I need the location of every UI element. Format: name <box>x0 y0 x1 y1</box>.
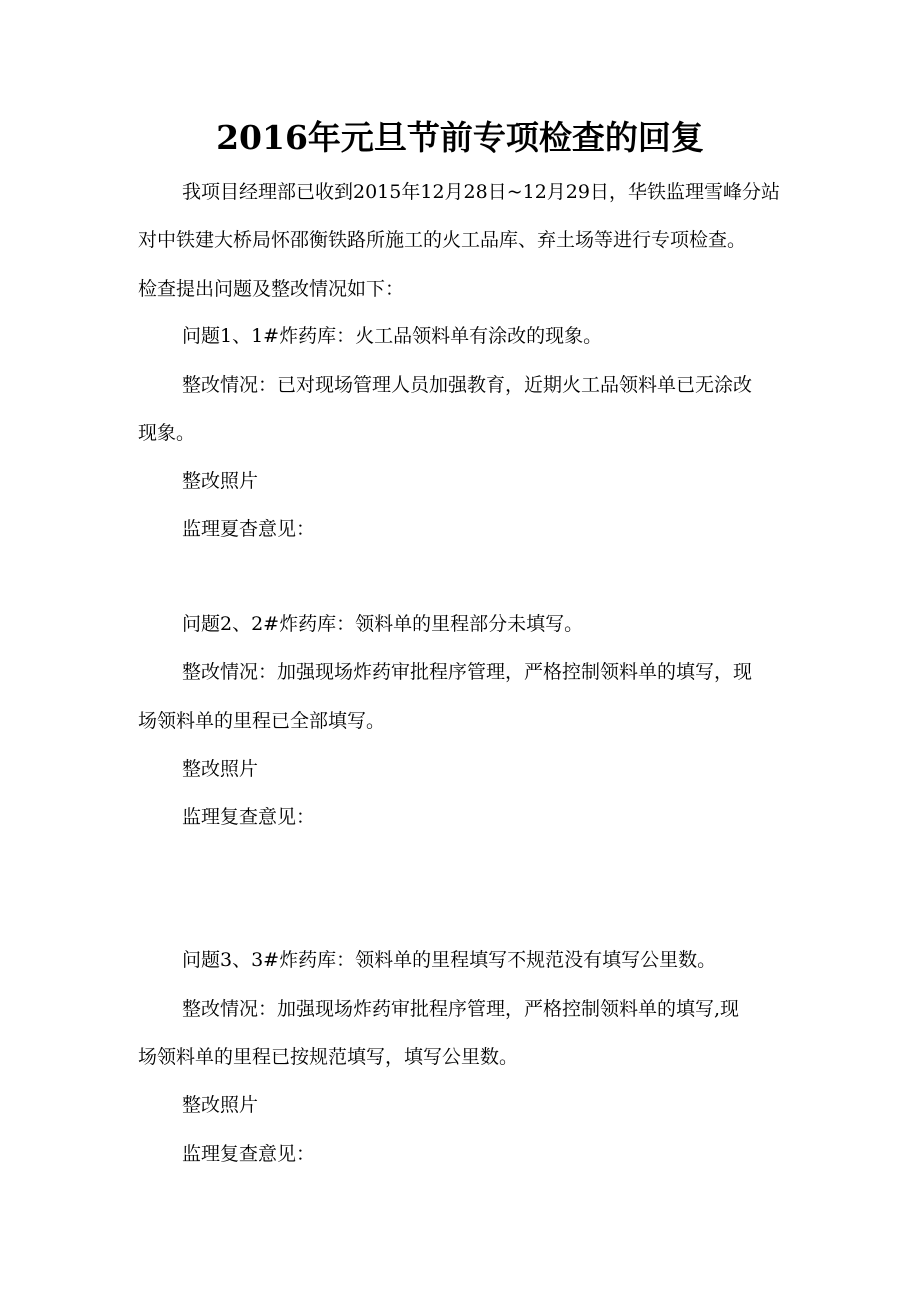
intro-line-2: 对中铁建大桥局怀邵衡铁路所施工的火工品库、弃土场等进行专项检查。 <box>138 229 747 251</box>
intro-line-3: 检查提出问题及整改情况如下： <box>138 278 405 300</box>
issue-3-photo-label: 整改照片 <box>182 1094 259 1116</box>
issue-1-fix-line-1: 整改情况：已对现场管理人员加强教育，近期火工品领料单已无涂改 <box>182 374 753 396</box>
issue-3-problem: 问题3、3#炸药库：领料单的里程填写不规范没有填写公里数。 <box>182 949 717 971</box>
issue-1-problem: 问题1、1#炸药库：火工品领料单有涂改的现象。 <box>182 325 603 347</box>
issue-3-fix-line-1: 整改情况：加强现场炸药审批程序管理，严格控制领料单的填写,现 <box>182 998 740 1020</box>
issue-3-review-label: 监理复查意见： <box>182 1143 316 1165</box>
issue-2-review-label: 监理复查意见： <box>182 806 316 828</box>
issue-1-fix-line-2: 现象。 <box>138 422 196 444</box>
issue-3-fix-line-2: 场领料单的里程已按规范填写，填写公里数。 <box>138 1046 519 1068</box>
issue-2-photo-label: 整改照片 <box>182 758 259 780</box>
issue-2-problem: 问题2、2#炸药库：领料单的里程部分未填写。 <box>182 613 584 635</box>
issue-1-review-label: 监理夏杳意见： <box>182 518 316 540</box>
issue-2-fix-line-1: 整改情况：加强现场炸药审批程序管理，严格控制领料单的填写，现 <box>182 661 753 683</box>
document-title: 2016年元旦节前专项检查的回复 <box>216 118 704 157</box>
intro-line-1: 我项目经理部已收到2015年12月28日~12月29日，华铁监理雪峰分站 <box>182 181 780 203</box>
issue-2-fix-line-2: 场领料单的里程已全部填写。 <box>138 710 386 732</box>
issue-1-photo-label: 整改照片 <box>182 470 259 492</box>
